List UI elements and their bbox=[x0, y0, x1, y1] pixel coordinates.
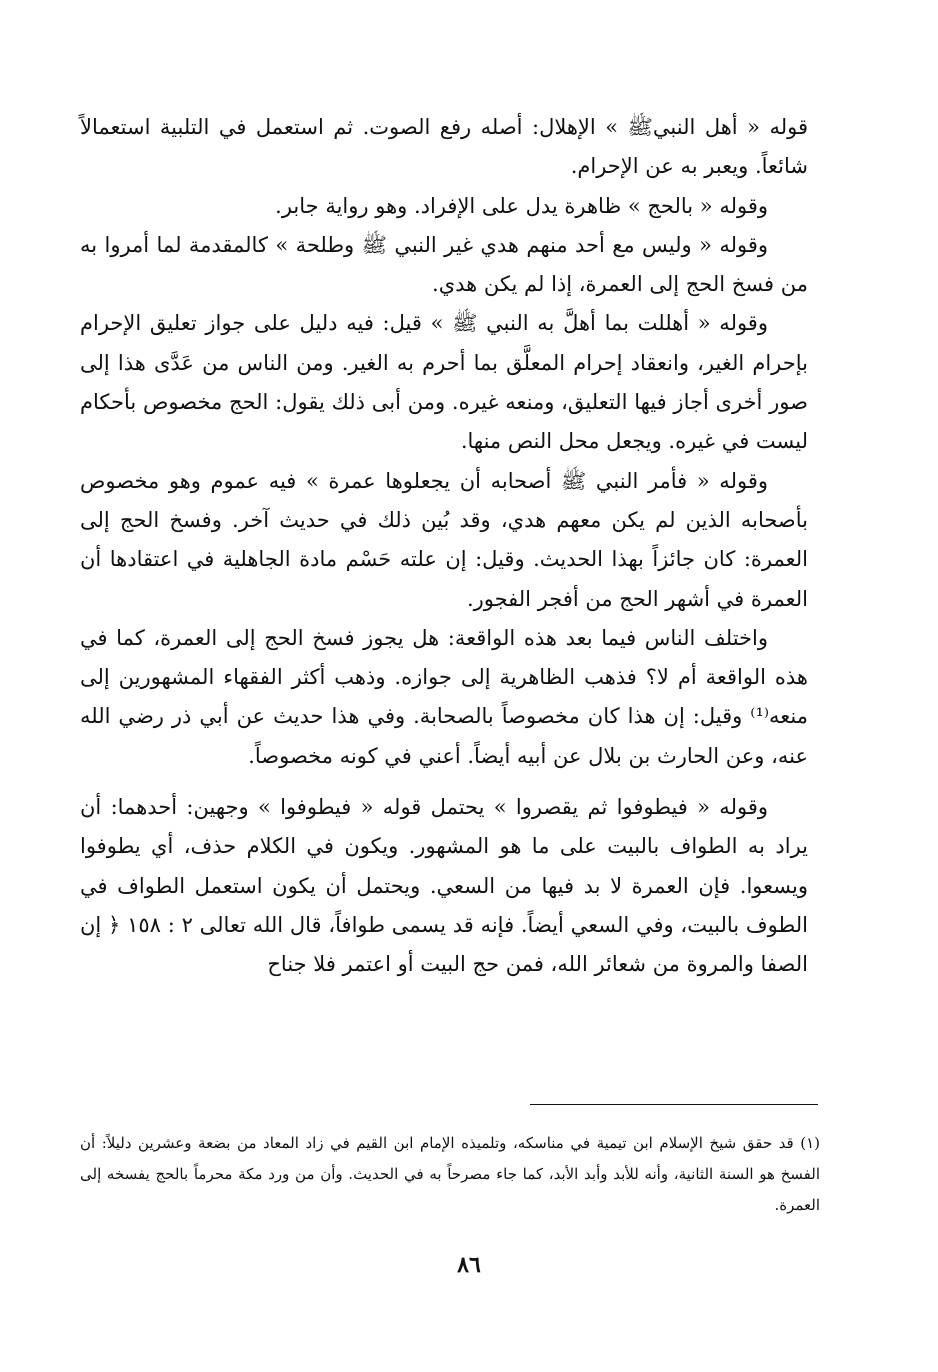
verse-reference: ٢ : ١٥٨ bbox=[120, 912, 193, 937]
paragraph-yatufu-text: وقوله « فيطوفوا ثم يقصروا » يحتمل قوله « فيطوفوا » وجهين: أحدهما: أن يراد به الطواف بالبيت على ما هو المشهور. ويكون في الكلام حذف، أي يطوفوا ويسعوا. فإن العمرة لا بد فيها من السعي. ويحتمل أن يكون استعمل الطواف في الطوف بالبيت، وفي السعي أيضاً. فإنه قد يسمى طوافاً، قال الله تعالى ٢ : ١٥٨ ﴿ إن الصفا والمروة من شعائر الله، فمن حج البيت أو اعتمر فلا جناح bbox=[80, 795, 808, 977]
paragraph-hady: وقوله « وليس مع أحد منهم هدي غير النبي ﷺ وطلحة » كالمقدمة لما أمروا به من فسخ الحج إلى العمرة، إذا لم يكن هدي. bbox=[80, 232, 808, 297]
main-text bbox=[80, 108, 808, 985]
footnotes bbox=[80, 1128, 820, 1221]
footnote-1: (١) قد حقق شيخ الإسلام ابن تيمية في مناسكه، وتلميذه الإمام ابن القيم في زاد المعاد من بضعة وعشرين دليلاً: أن الفسخ هو السنة الثانية، وأنه للأبد وأبد الأبد، كما جاء مصرحاً به في الحديث. وأن من ورد مكة محرماً بالحج يفسخه إلى العمرة. bbox=[80, 1134, 820, 1214]
paragraph-ihlal: قوله « أهل النبيﷺ » الإهلال: أصله رفع الصوت. ثم استعمل في التلبية استعمالاً شائعاً. ويعبر به عن الإحرام. bbox=[80, 115, 808, 179]
paragraph-ahlaltu: وقوله « أهللت بما أهلَّ به النبي ﷺ » قيل: فيه دليل على جواز تعليق الإحرام بإحرام الغير، وانعقاد إحرام المعلَّق بما أحرم به الغير. ومن الناس من عَدَّى هذا إلى صور أخرى أجاز فيها التعليق، ومنعه غيره. ومن أبى ذلك يقول: الحج مخصوص بأحكام ليست في غيره. ويجعل محل النص منها. bbox=[80, 311, 808, 454]
page-number: ٨٦ bbox=[457, 1252, 481, 1278]
paragraph-ikhtilaf: واختلف الناس فيما بعد هذه الواقعة: هل يجوز فسخ الحج إلى العمرة، كما في هذه الواقعة أم لا؟ فذهب الظاهرية إلى جوازه. وذهب أكثر الفقهاء المشهورين إلى منعه⁽¹⁾ وقيل: إن هذا كان مخصوصاً بالصحابة. وفي هذا حديث عن أبي ذر رضي الله عنه، وعن الحارث بن بلال عن أبيه أيضاً. أعني في كونه مخصوصاً. bbox=[80, 625, 808, 768]
paragraph-faamara: وقوله « فأمر النبي ﷺ أصحابه أن يجعلوها عمرة » فيه عموم وهو مخصوص بأصحابه الذين لم يكن معهم هدي، وقد بُين ذلك في حديث آخر. وفسخ الحج إلى العمرة: كان جائزاً بهذا الحديث. وقيل: إن علته حَسْم مادة الجاهلية في اعتقادها أن العمرة في أشهر الحج من أفجر الفجور. bbox=[80, 468, 808, 611]
paragraph-bil-hajj: وقوله « بالحج » ظاهرة يدل على الإفراد. وهو رواية جابر. bbox=[275, 193, 768, 218]
footnote-separator bbox=[530, 1104, 818, 1105]
paragraph-yatufu bbox=[80, 788, 808, 984]
